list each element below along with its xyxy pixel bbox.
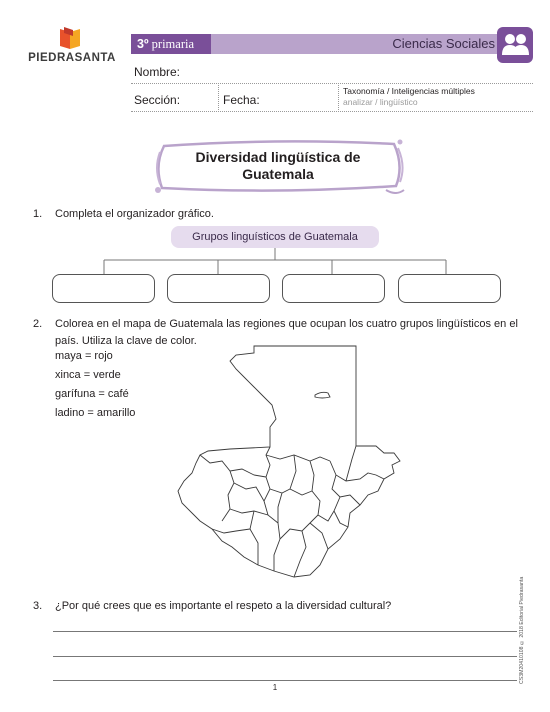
separator [338,85,339,112]
question-2-line-1: Colorea en el mapa de Guatemala las regiones que ocupan los cuatro grupos lingüísticos en el [55,318,518,330]
question-number: 1. [33,208,43,220]
title-line-1: Diversidad lingüística de [195,149,361,165]
worksheet-title [170,149,386,183]
grade-label [131,34,211,54]
color-key-ladino: ladino = amarillo [55,407,136,419]
organizer-heading: Grupos linguísticos de Guatemala [171,226,379,248]
color-key-maya: maya = rojo [55,350,113,362]
subject-title: Ciencias Sociales [392,36,495,51]
color-key-garifuna: garífuna = café [55,388,129,400]
question-3-text: ¿Por qué crees que es importante el respeto a la diversidad cultural? [55,600,392,612]
question-2-line-2: país. Utiliza la clave de color. [55,335,197,347]
date-label: Fecha: [223,93,260,107]
grade-suffix: primaria [151,37,194,51]
organizer-box-4[interactable] [398,274,501,303]
page-number: 1 [272,683,278,692]
separator [218,85,219,112]
name-label: Nombre: [134,65,181,79]
section-label: Sección: [134,93,181,107]
color-key-xinca: xinca = verde [55,369,121,381]
people-icon [497,27,533,63]
question-number: 2. [33,318,43,330]
taxonomy-value: analizar / lingüístico [343,97,418,107]
title-line-2: Guatemala [242,166,314,182]
answer-line[interactable] [53,680,517,681]
name-field-line[interactable] [131,83,533,84]
organizer-box-3[interactable] [282,274,385,303]
organizer-connectors [100,248,450,276]
guatemala-map[interactable] [170,343,420,588]
answer-line[interactable] [53,631,517,632]
organizer-box-1[interactable] [52,274,155,303]
grade-number: 3º [137,37,149,51]
answer-line[interactable] [53,656,517,657]
organizer-box-2[interactable] [167,274,270,303]
copyright-code: CS3M20410108 © 2018 Editorial Piedrasanta [519,576,525,684]
taxonomy-label: Taxonomía / Inteligencias múltiples [343,86,475,96]
piedrasanta-logo-icon [58,27,84,51]
brand-name: PIEDRASANTA [28,52,116,64]
section-field-line[interactable] [131,111,533,112]
question-number: 3. [33,600,43,612]
question-1-text: Completa el organizador gráfico. [55,208,214,220]
